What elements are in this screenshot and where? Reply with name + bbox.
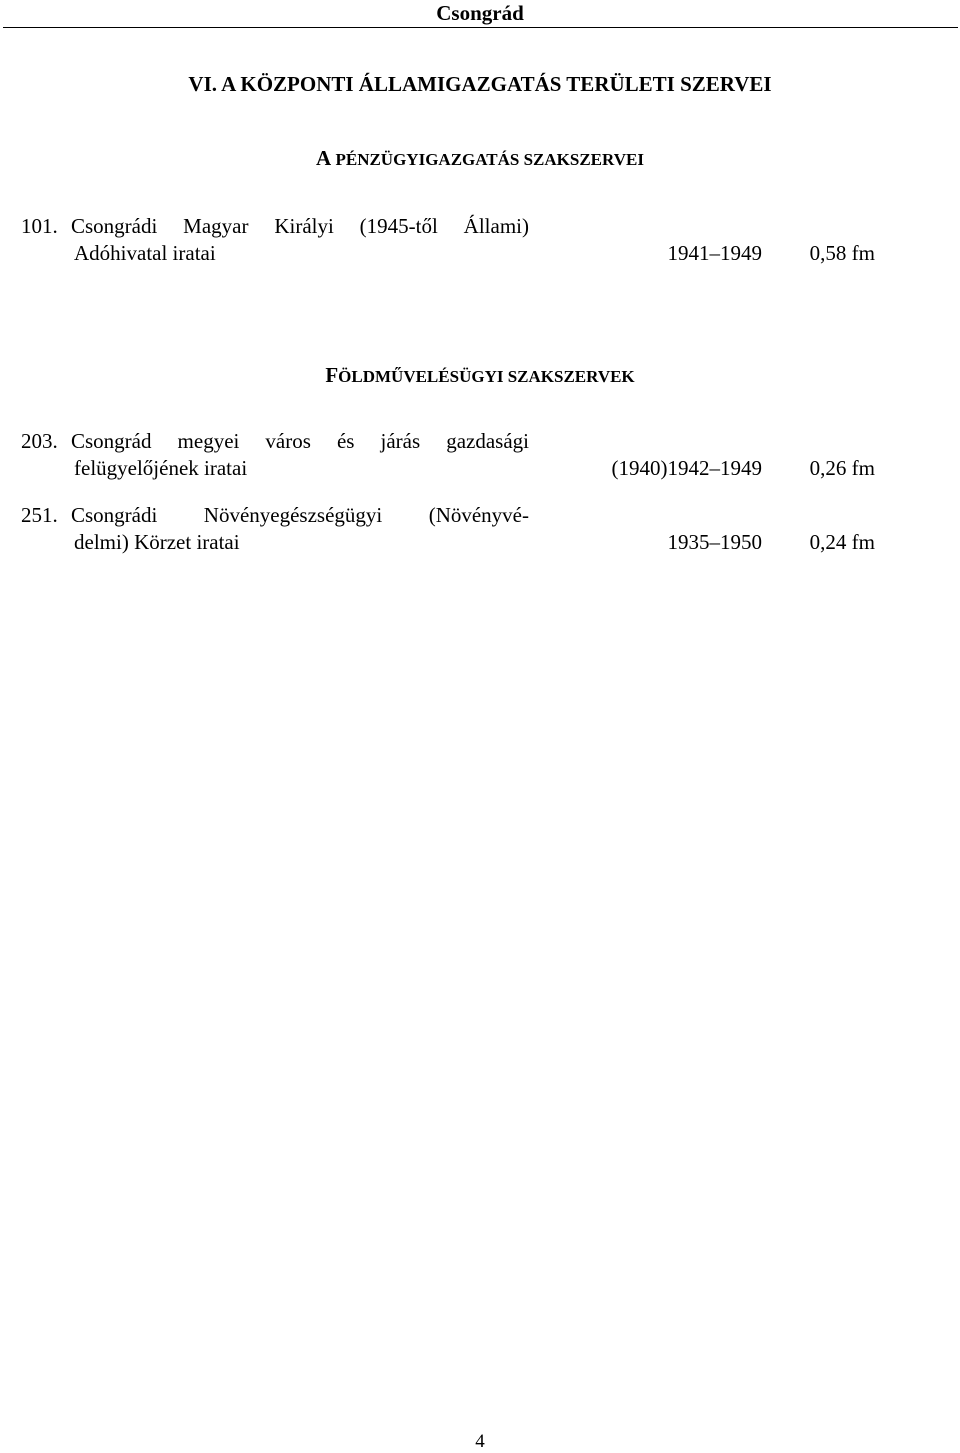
- entry-203: [0, 428, 960, 482]
- section-title-rest: PÉNZÜGYIGAZGATÁS SZAKSZERVEI: [335, 150, 644, 169]
- section-title-agriculture: [0, 364, 960, 388]
- section-title-finance: [0, 147, 960, 171]
- entry-title-line1: Csongrád megyei város és járás gazdasági: [71, 429, 529, 453]
- chapter-title: VI. A KÖZPONTI ÁLLAMIGAZGATÁS TERÜLETI SZERVEI: [188, 72, 772, 96]
- entry-number: 101.: [21, 214, 58, 238]
- entry-years: 1941–1949: [667, 241, 762, 265]
- entry-101: [0, 213, 960, 267]
- entry-title-line1: Csongrádi Magyar Királyi (1945-től Állami): [71, 214, 529, 238]
- header-divider: [3, 27, 958, 28]
- entry-251: [0, 502, 960, 556]
- entry-title-line2: delmi) Körzet iratai: [74, 530, 240, 554]
- entry-extent: 0,26 fm: [809, 456, 875, 480]
- section-title-rest: ÖLDMŰVELÉSÜGYI SZAKSZERVEK: [338, 367, 635, 386]
- entry-title-line2: Adóhivatal iratai: [74, 241, 216, 265]
- page-number: 4: [475, 1431, 485, 1452]
- entry-years: 1935–1950: [667, 530, 762, 554]
- entry-title-line1: Csongrádi Növényegészségügyi (Növényvé-: [71, 503, 529, 527]
- entry-extent: 0,24 fm: [809, 530, 875, 554]
- section-title-initial: F: [325, 363, 339, 387]
- section-title-initial: A: [316, 146, 332, 170]
- header-title: Csongrád: [436, 1, 524, 25]
- entry-number: 251.: [21, 503, 58, 527]
- entry-years: (1940)1942–1949: [611, 456, 762, 480]
- entry-extent: 0,58 fm: [809, 241, 875, 265]
- entry-title-line2: felügyelőjének iratai: [74, 456, 248, 480]
- entry-number: 203.: [21, 429, 58, 453]
